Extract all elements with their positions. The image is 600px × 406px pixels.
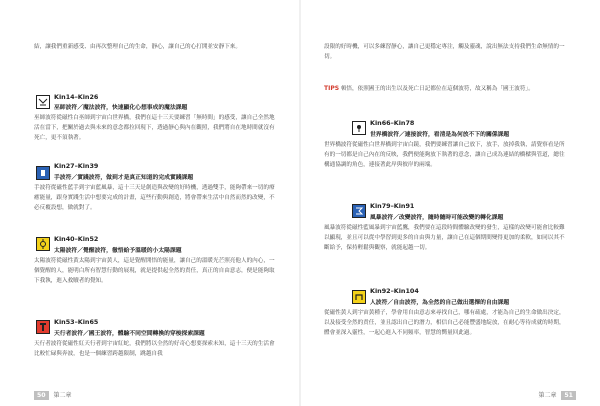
- entry-subtitle: 人波符／自由波符，為全然的自己做出選擇的自由課題: [370, 300, 510, 306]
- entry-body: 手波符從磁性藍手到宇宙藍風暴，這十三天是創造與改變的好時機，透過雙手，能夠帶來一切的療癒能量，跟身實踐生活中想要完成的計畫，這些行動與創造，將會帶來生活中自然而然的改變，不必反覆設想，做就對了。: [34, 185, 275, 212]
- chapter-label: 第二章: [53, 392, 72, 399]
- entry-body: 從磁性黃人到宇宙黃種子，學會用自由意志來尋找自己，哪有疏處，才能為自己的生命做出決定，以及接受全然的責任，並且認出自己的潛力，相信自己必能豐盛地綻放，在耐心等待成就的時期，體會並深入靈性，一起心進入不同頻率，智慧的嚮量回此過。: [324, 310, 565, 337]
- page-number: 51: [561, 391, 576, 400]
- kin-range: Kin79–Kin91: [370, 202, 415, 210]
- entry-subtitle: 風暴波符／改變波符，隨時隨時可能改變的轉化課題: [370, 215, 504, 221]
- right-intro: 設限的好時機，可以多練習靜心，讓自己更穩定專注，觸及靈魂，說出無法支持我們生命無情的一切。: [324, 44, 565, 61]
- kin-range: Kin40–Kin52: [54, 235, 99, 243]
- entry-body: 世界橋波符從磁性白世界橋到宇宙白鏡，我們要練習讓自己放下，放手，放掉我執，請覺察看是所有的一切都是自己內在的反映，我們便能夠放下執著的意念，讓自己成為連結的橋樑與管道，總往構通協調的角色，連接著此岸與彼岸的兩端。: [324, 142, 565, 169]
- tips-label: TIPS: [324, 85, 340, 92]
- kin-range: Kin66–Kin78: [370, 119, 415, 127]
- skywalker-glyph-icon: [36, 320, 50, 334]
- kin-range: Kin53–Kin65: [54, 318, 99, 326]
- chapter-label: 第二章: [538, 392, 557, 399]
- storm-glyph-icon: [352, 204, 366, 218]
- entry-subtitle: 天行者波符／國王波符，體驗不同空間轉換的穿梭探索課題: [54, 331, 205, 337]
- hand-glyph-icon: [36, 166, 50, 180]
- entry-subtitle: 世界橋波符／連接波符，看清是為何放不下的關係課題: [370, 132, 510, 138]
- entry-body: 太陽波符從磁性黃太陽到宇宙黃人，這是覺醒開悟的能量，讓自己的溫暖光芒照亮他人的內心，一個覺醒的人，能明白所有智慧行動的展現，就是提供起全然的責任，真正的自由意志，便是能夠取下我執，進入救贖者的覺知。: [34, 258, 275, 285]
- entry-subtitle: 手波符／實踐波符，做到才是真正知道的完成實踐課題: [54, 175, 194, 181]
- human-glyph-icon: [352, 290, 366, 304]
- entry-subtitle: 太陽波符／覺醒波符，徹悟給予溫暖的小太陽課題: [54, 248, 182, 254]
- entry-subtitle: 巫師波符／魔法波符，快速顯化心想事成的魔法課題: [54, 105, 188, 111]
- entry-body: 天行者波符從磁性紅天行者到宇宙紅蛇，我們將以全然的好奇心想要探索未知，這十三天的生活會比較忙碌與奔波，也是一個練習跨越限制，跳越自我: [34, 341, 275, 358]
- worldbridger-glyph-icon: [352, 121, 366, 135]
- page-number: 50: [34, 391, 49, 400]
- entry-body: 巫師波符從磁性白巫師到宇宙白世界橋，我們在這十三天要練習「無時間」的感受，讓自己全然地活在當下，把關於過去與未來的意念都拉回現下，透過靜心與內在觀照，我們將自在地時間就沒有死亡，更不須執著。: [34, 115, 275, 142]
- left-intro: 結，讓我們重新感受、由再次整理自己的生命，靜心，讓自己的心打開並安靜下來。: [34, 44, 241, 50]
- page-footer-right: [538, 390, 576, 400]
- entry-body: 風暴波符從磁性藍風暴到宇宙藍鷹，我們要在這段時間體驗改變的發生，這樣的改變可能會比較難以顯現，並且可以從中學習到更多的自由與力量，讓自己在這個期間變得更加的柔軟，如同以其不斷給予，保持輕鬆與觀察，就能起越一切。: [324, 225, 565, 252]
- tips-text: 頓悟，依照國王的出生以及死亡日記都位在這個波符，故又稱為「國王波符」。: [340, 86, 534, 92]
- wizard-glyph-icon: [36, 95, 50, 109]
- right-page: [300, 0, 600, 406]
- kin-range: Kin14–Kin26: [54, 93, 99, 101]
- sun-glyph-icon: [36, 237, 50, 251]
- kin-range: Kin92–Kin104: [370, 287, 419, 295]
- kin-range: Kin27–Kin39: [54, 162, 99, 170]
- tips-block: [324, 84, 568, 94]
- page-footer-left: [34, 390, 72, 400]
